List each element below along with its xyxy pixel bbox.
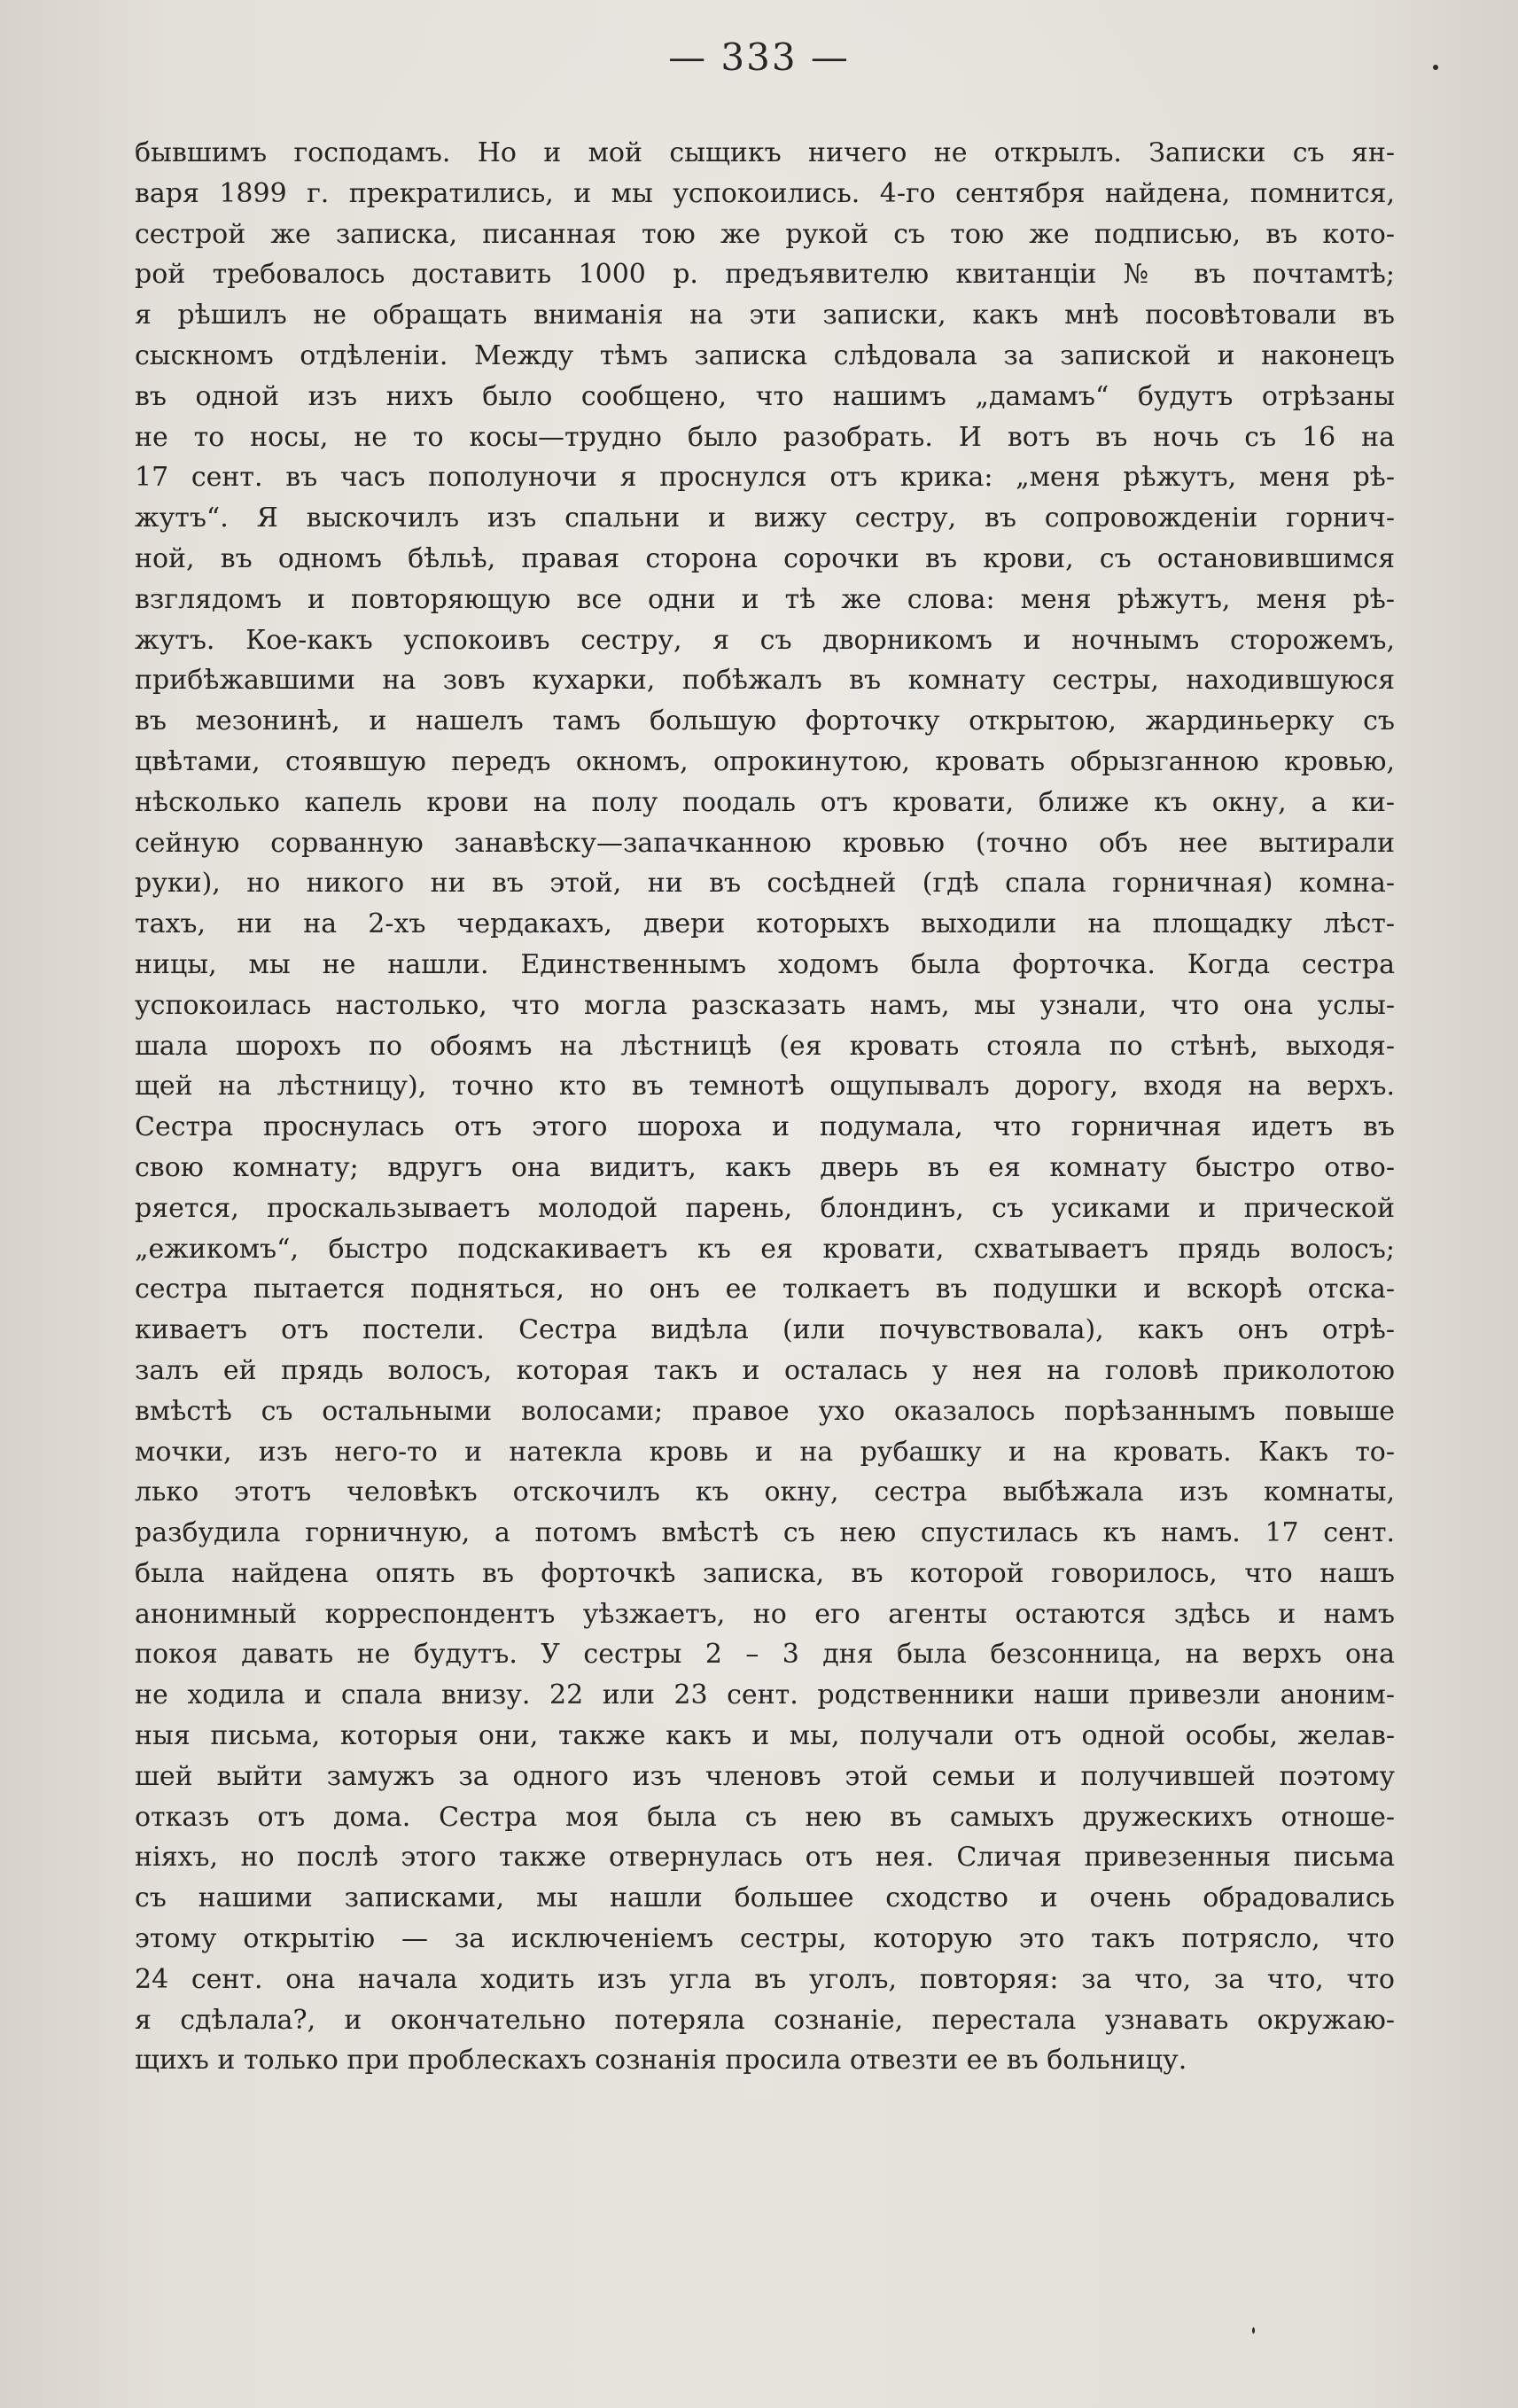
text-line: рой требовалось доставить 1000 р. предъявителю квитанціи № въ почтамтѣ; (135, 259, 1395, 291)
text-line: ной, въ одномъ бѣльѣ, правая сторона сорочки въ крови, съ остановившимся (135, 542, 1395, 574)
body-text (135, 133, 1395, 2081)
text-line: въ одной изъ нихъ было сообщено, что нашимъ „дамамъ“ будутъ отрѣзаны (135, 380, 1395, 412)
text-line: ніяхъ, но послѣ этого также отвернулась отъ нея. Сличая привезенныя письма (135, 1842, 1395, 1874)
text-line: съ нашими записками, мы нашли большее сходство и очень обрадовались (135, 1882, 1395, 1914)
text-line: щей на лѣстницу), точно кто въ темнотѣ ощупывалъ дорогу, входя на верхъ. (135, 1071, 1395, 1103)
text-line: бывшимъ господамъ. Но и мой сыщикъ ничего не открылъ. Записки съ ян- (135, 137, 1395, 168)
text-line: щихъ и только при проблескахъ сознанія просила отвезти ее въ больницу. (135, 2045, 1187, 2077)
text-line: жутъ“. Я выскочилъ изъ спальни и вижу сестру, въ сопровожденіи горнич- (135, 503, 1395, 534)
text-line: сестрой же записка, писанная тою же рукой съ тою же подписью, въ кото- (135, 218, 1395, 250)
page-number: — 333 — (668, 35, 850, 79)
text-line: не ходила и спала внизу. 22 или 23 сент. родственники наши привезли аноним- (135, 1679, 1395, 1711)
text-line: лько этотъ человѣкъ отскочилъ къ окну, сестра выбѣжала изъ комнаты, (135, 1477, 1395, 1508)
text-line: сыскномъ отдѣленіи. Между тѣмъ записка слѣдовала за запиской и наконецъ (135, 339, 1395, 371)
text-line: жутъ. Кое-какъ успокоивъ сестру, я съ дворникомъ и ночнымъ сторожемъ, (135, 624, 1395, 656)
text-line: киваетъ отъ постели. Сестра видѣла (или почувствовала), какъ онъ отрѣ- (135, 1314, 1395, 1346)
text-line: сейную сорванную занавѣску—запачканною кровью (точно объ нее вытирали (135, 827, 1395, 859)
text-line: прибѣжавшими на зовъ кухарки, побѣжалъ въ комнату сестры, находившуюся (135, 665, 1395, 697)
text-line: варя 1899 г. прекратились, и мы успокоились. 4-го сентября найдена, помнится, (135, 177, 1395, 209)
text-line: я сдѣлала?, и окончательно потеряла сознаніе, перестала узнавать окружаю- (135, 2004, 1395, 2036)
text-line: Сестра проснулась отъ этого шороха и подумала, что горничная идетъ въ (135, 1111, 1395, 1143)
text-line: взглядомъ и повторяющую все одни и тѣ же слова: меня рѣжутъ, меня рѣ- (135, 583, 1395, 615)
text-line: тахъ, ни на 2-хъ чердакахъ, двери которыхъ выходили на площадку лѣст- (135, 908, 1395, 940)
text-line: залъ ей прядь волосъ, которая такъ и осталась у нея на головѣ приколотою (135, 1354, 1395, 1386)
text-line: руки), но никого ни въ этой, ни въ сосѣдней (гдѣ спала горничная) комна- (135, 868, 1395, 900)
text-line: 24 сент. она начала ходить изъ угла въ уголъ, повторяя: за что, за что, что (135, 1963, 1395, 1995)
text-line: шей выйти замужъ за одного изъ членовъ этой семьи и получившей поэтому (135, 1760, 1395, 1792)
text-line: покоя давать не будутъ. У сестры 2 – 3 дня была безсонница, на верхъ она (135, 1639, 1395, 1671)
text-line: шала шорохъ по обоямъ на лѣстницѣ (ея кровать стояла по стѣнѣ, выходя- (135, 1030, 1395, 1062)
text-line: ныя письма, которыя они, также какъ и мы, получали отъ одной особы, желав- (135, 1720, 1395, 1752)
text-line: сестра пытается подняться, но онъ ее толкаетъ въ подушки и вскорѣ отска- (135, 1274, 1395, 1305)
text-line: цвѣтами, стоявшую передъ окномъ, опрокинутою, кровать обрызганною кровью, (135, 745, 1395, 777)
ink-speck (1252, 2327, 1255, 2334)
text-line: ряется, проскальзываетъ молодой парень, блондинъ, съ усиками и прической (135, 1192, 1395, 1224)
text-line: въ мезонинѣ, и нашелъ тамъ большую форточку открытою, жардиньерку съ (135, 705, 1395, 737)
text-line: анонимный корреспондентъ уѣзжаетъ, но его агенты остаются здѣсь и намъ (135, 1598, 1395, 1630)
text-line: вмѣстѣ съ остальными волосами; правое ухо оказалось порѣзаннымъ повыше (135, 1395, 1395, 1427)
text-line: мочки, изъ него-то и натекла кровь и на рубашку и на кровать. Какъ то- (135, 1436, 1395, 1468)
text-line: „ежикомъ“, быстро подскакиваетъ къ ея кровати, схватываетъ прядь волосъ; (135, 1233, 1395, 1265)
text-line: была найдена опять въ форточкѣ записка, въ которой говорилось, что нашъ (135, 1557, 1395, 1589)
text-line: успокоилась настолько, что могла разсказать намъ, мы узнали, что она услы- (135, 989, 1395, 1021)
text-line: отказъ отъ дома. Сестра моя была съ нею въ самыхъ дружескихъ отноше- (135, 1801, 1395, 1833)
text-line: 17 сент. въ часъ пополуночи я проснулся отъ крика: „меня рѣжутъ, меня рѣ- (135, 462, 1395, 494)
text-line: не то носы, не то косы—трудно было разобрать. И вотъ въ ночь съ 16 на (135, 421, 1395, 453)
text-line: нѣсколько капель крови на полу поодаль отъ кровати, ближе къ окну, а ки- (135, 786, 1395, 818)
text-line: я рѣшилъ не обращать вниманія на эти записки, какъ мнѣ посовѣтовали въ (135, 300, 1395, 331)
ink-speck (1433, 65, 1438, 70)
text-line: разбудила горничную, а потомъ вмѣстѣ съ нею спустилась къ намъ. 17 сент. (135, 1517, 1395, 1549)
text-line: свою комнату; вдругъ она видитъ, какъ дверь въ ея комнату быстро отво- (135, 1151, 1395, 1183)
text-line: этому открытію — за исключеніемъ сестры, которую это такъ потрясло, что (135, 1923, 1395, 1955)
text-line: ницы, мы не нашли. Единственнымъ ходомъ была форточка. Когда сестра (135, 948, 1395, 980)
